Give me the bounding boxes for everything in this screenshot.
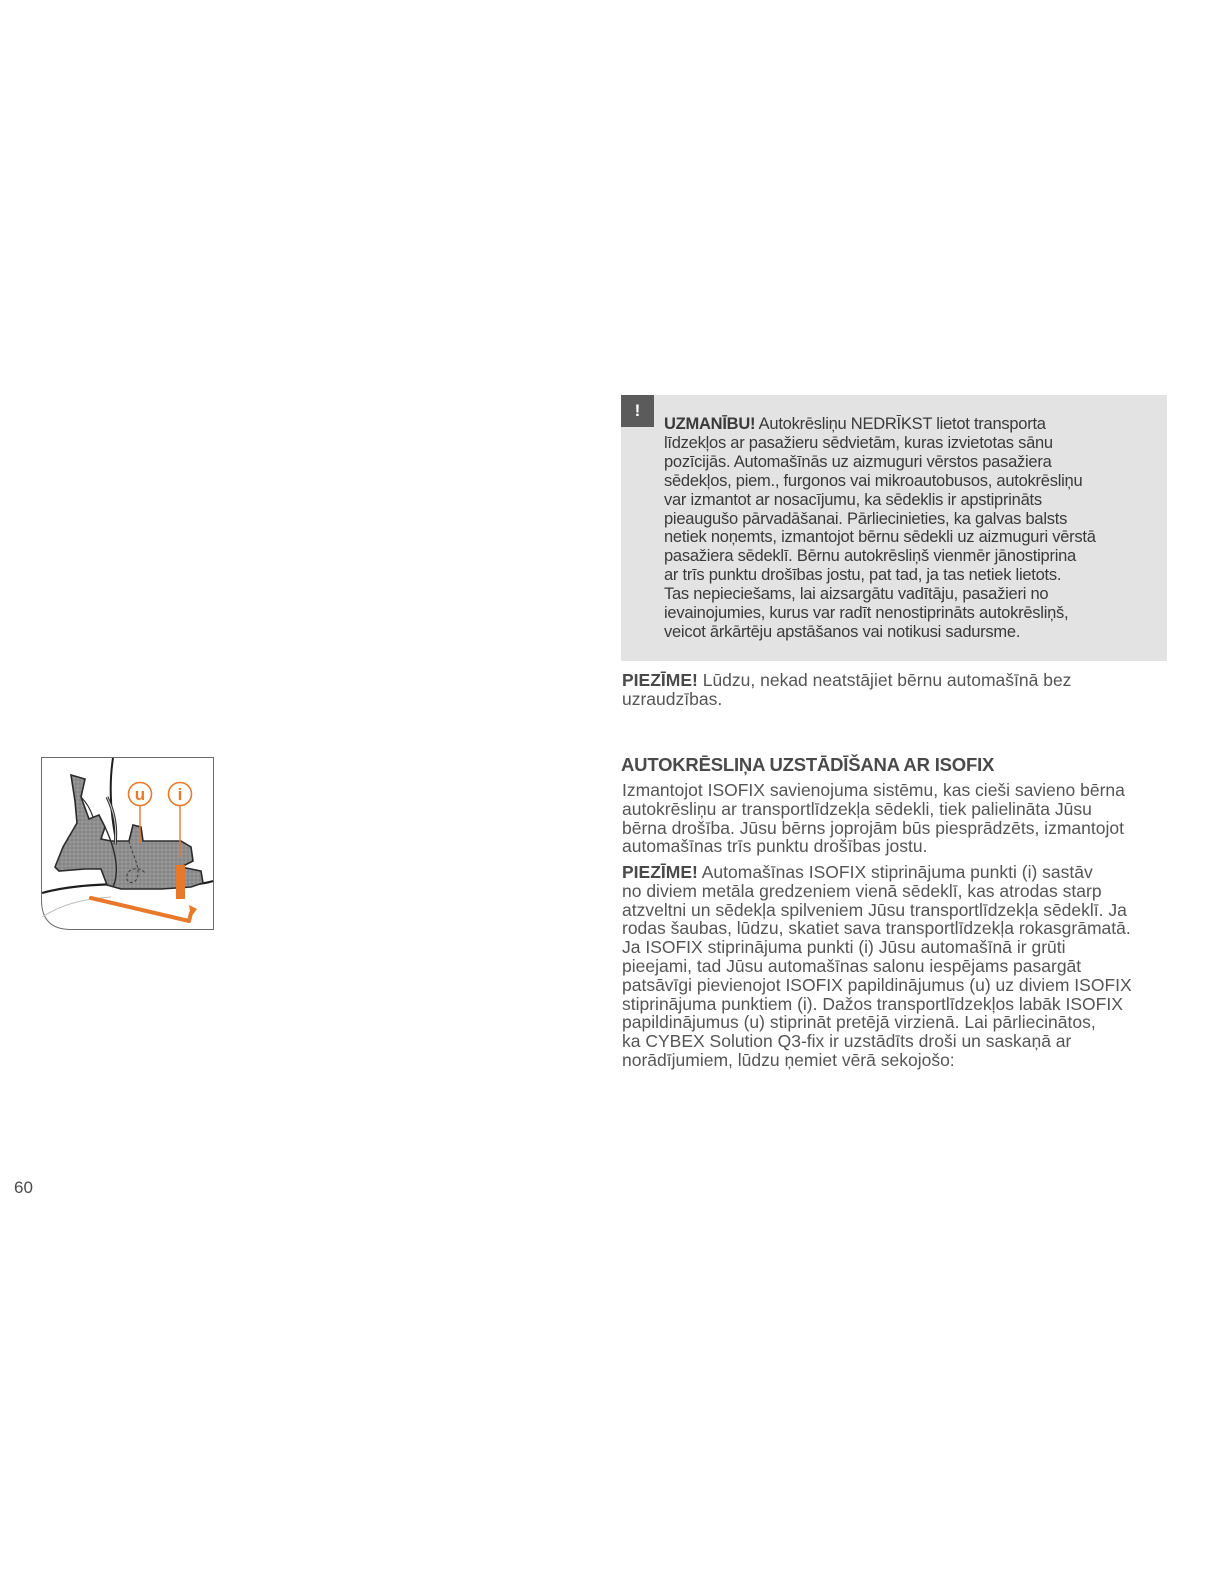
warning-line: Tas nepieciešams, lai aizsargātu vadītāju, pasažieri no <box>664 585 1049 604</box>
warning-line: līdzekļos ar pasažieru sēdvietām, kuras izvietotas sānu <box>664 433 1053 452</box>
warning-text <box>664 415 1164 642</box>
warning-line: sēdekļos, piem., furgonos vai mikroautobusos, autokrēsliņu <box>664 471 1083 490</box>
warning-line: UZMANĪBU! Autokrēsliņu NEDRĪKST lietot transporta <box>664 415 1046 433</box>
isofix-note-paragraph: PIEZĪME! Automašīnas ISOFIX stiprinājuma punkti (i) sastāv no diviem metāla gredzeniem vienā sēdeklī, kas atrodas starp atzveltni un sēdekļa spilveniem Jūsu transportlīdzekļa sēdeklī. Ja rodas šaubas, lūdzu, skatiet sava transportlīdzekļa rokasgrāmatā. Ja ISOFIX stiprinājuma punkti (i) Jūsu automašīnā ir grūti pieejami, tad Jūsu automašīnas salonu iespējams pasargāt patsāvīgi pievienojot ISOFIX papildinājumus (u) uz diviem ISOFIX stiprinājuma punktiem (i). Dažos transportlīdzekļos labāk ISOFIX papildinājumus (u) stiprināt pretējā virzienā. Lai pārliecinātos, ka CYBEX Solution Q3-fix ir uzstādīts droši un saskaņā ar norādījumiem, lūdzu ņemiet vērā sekojošo: <box>622 862 1132 1070</box>
warning-line: veicot ārkārtēju apstāšanos vai notikusi sadursme. <box>664 622 1021 641</box>
warning-line: var izmantot ar nosacījumu, ka sēdeklis ir apstiprināts <box>664 490 1042 509</box>
warning-icon: ! <box>621 395 654 427</box>
label-i: i <box>177 785 183 804</box>
warning-line: ar trīs punktu drošības jostu, pat tad, ja tas netiek lietots. <box>664 566 1062 585</box>
label-u: u <box>134 785 146 804</box>
warning-line: ievainojumies, kurus var radīt nenostiprināts autokrēsliņš, <box>664 604 1069 623</box>
para2-lead: PIEZĪME! <box>622 862 698 882</box>
warning-line: pasažiera sēdeklī. Bērnu autokrēsliņš vienmēr jānostiprina <box>664 547 1076 566</box>
warning-box <box>621 395 1167 661</box>
note-lead: PIEZĪME! <box>622 670 698 690</box>
isofix-intro-paragraph: Izmantojot ISOFIX savienojuma sistēmu, kas cieši savieno bērna autokrēsliņu ar transportlīdzekļa sēdekli, tiek palielināta Jūsu bērna drošība. Jūsu bērns joprojām būs piesprādzēts, izmantojot automašīnas trīs punktu drošības jostu. <box>622 780 1125 857</box>
isofix-illustration <box>41 757 214 930</box>
warning-lead: UZMANĪBU! <box>664 415 756 433</box>
section-title: AUTOKRĒSLIŅA UZSTĀDĪŠANA AR ISOFIX <box>621 754 995 775</box>
note-paragraph: PIEZĪME! Lūdzu, nekad neatstājiet bērnu automašīnā bez uzraudzības. <box>622 670 1072 709</box>
warning-line: pieaugušo pārvadāšanai. Pārliecinieties, ka galvas balsts <box>664 509 1068 528</box>
isofix-connector <box>176 865 185 899</box>
warning-line: netiek noņemts, izmantojot bērnu sēdekli uz aizmuguri vērstā <box>664 528 1096 547</box>
page-number: 60 <box>14 1178 33 1197</box>
warning-line: pozīcijās. Automašīnās uz aizmuguri vērstos pasažiera <box>664 452 1052 471</box>
